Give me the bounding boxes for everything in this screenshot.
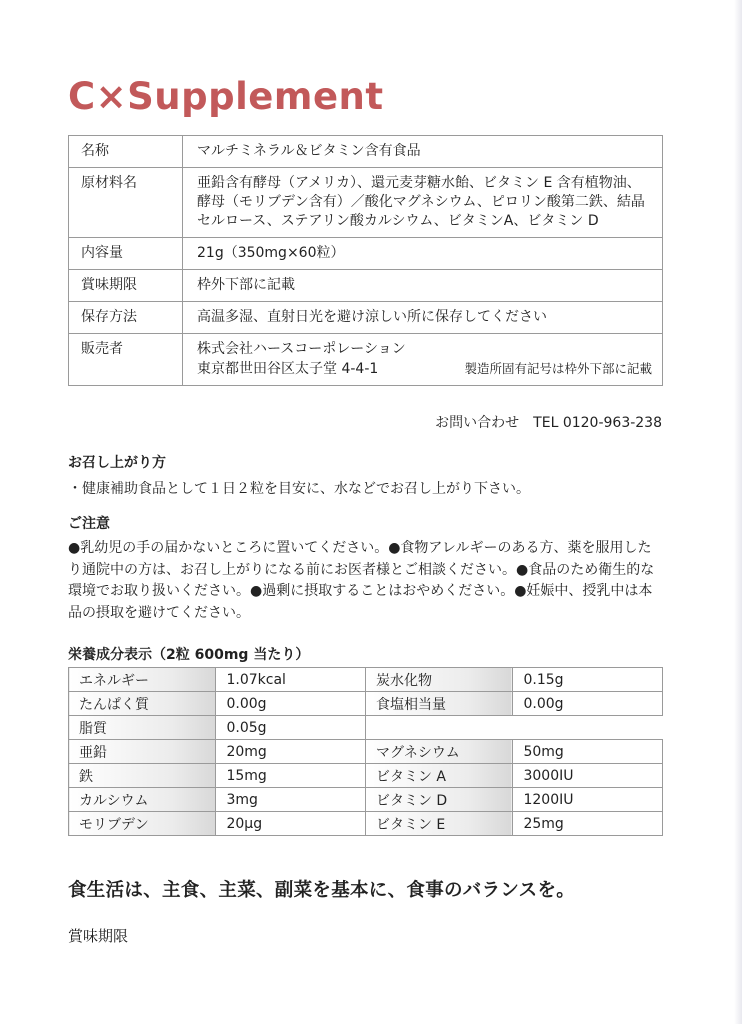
nutrient-label: 亜鉛 bbox=[69, 740, 216, 764]
spec-value-name: マルチミネラル＆ビタミン含有食品 bbox=[183, 136, 663, 168]
nutrient-value: 3000IU bbox=[513, 764, 663, 788]
spec-label-seller: 販売者 bbox=[69, 334, 183, 386]
table-row bbox=[69, 788, 663, 812]
diet-slogan: 食生活は、主食、主菜、副菜を基本に、食事のバランスを。 bbox=[68, 880, 576, 901]
seller-address-line bbox=[197, 359, 652, 379]
spec-row bbox=[69, 270, 663, 302]
nutrient-label: マグネシウム bbox=[365, 740, 512, 764]
usage-text: ・健康補助食品として１日２粒を目安に、水などでお召し上がり下さい。 bbox=[68, 481, 530, 497]
nutrient-value: 1200IU bbox=[513, 788, 663, 812]
table-row bbox=[69, 716, 663, 740]
nutrient-value: 50mg bbox=[513, 740, 663, 764]
spec-row bbox=[69, 334, 663, 386]
nutrient-value: 3mg bbox=[216, 788, 366, 812]
spec-label-expiry: 賞味期限 bbox=[69, 270, 183, 302]
brand-logo: C×Supplement bbox=[68, 75, 384, 118]
nutrient-value: 0.00g bbox=[513, 692, 663, 716]
spec-value-contents: 21g（350mg×60粒） bbox=[183, 238, 663, 270]
manufacturer-code-note: 製造所固有記号は枠外下部に記載 bbox=[464, 361, 652, 376]
nutrient-label: 鉄 bbox=[69, 764, 216, 788]
nutrient-value: 20μg bbox=[216, 812, 366, 836]
nutrient-label: 食塩相当量 bbox=[365, 692, 512, 716]
nutrient-label: ビタミン E bbox=[365, 812, 512, 836]
table-row bbox=[69, 692, 663, 716]
nutrient-label: たんぱく質 bbox=[69, 692, 216, 716]
spec-value-ingredients: 亜鉛含有酵母（アメリカ）、還元麦芽糖水飴、ビタミン E 含有植物油、酵母（モリブデン含有）／酸化マグネシウム、ピロリン酸第二鉄、結晶セルロース、ステアリン酸カルシウム、ビタミンA、ビタミン D bbox=[183, 168, 663, 238]
spec-label-contents: 内容量 bbox=[69, 238, 183, 270]
spec-value-seller bbox=[183, 334, 663, 386]
spec-label-ingredients: 原材料名 bbox=[69, 168, 183, 238]
page-edge-shadow bbox=[734, 0, 742, 1024]
seller-company: 株式会社ハースコーポレーション bbox=[197, 341, 406, 357]
table-row bbox=[69, 740, 663, 764]
contact-phone: お問い合わせ TEL 0120-963-238 bbox=[435, 415, 662, 431]
nutrient-label: ビタミン A bbox=[365, 764, 512, 788]
nutrient-label: ビタミン D bbox=[365, 788, 512, 812]
table-row bbox=[69, 764, 663, 788]
caution-text: ●乳幼児の手の届かないところに置いてください。●食物アレルギーのある方、薬を服用したり通院中の方は、お召し上がりになる前にお医者様とご相談ください。●食品のため衛生的な環境でお取り扱いください。●過剰に摂取することはおやめください。●妊娠中、授乳中は本品の摂取を避けてください。 bbox=[68, 540, 655, 621]
nutrient-label: 炭水化物 bbox=[365, 668, 512, 692]
nutrient-value: 15mg bbox=[216, 764, 366, 788]
spec-label-name: 名称 bbox=[69, 136, 183, 168]
nutrient-value: 0.15g bbox=[513, 668, 663, 692]
seller-address: 東京都世田谷区太子堂 4-4-1 bbox=[197, 361, 379, 377]
nutrition-heading: 栄養成分表示（2粒 600mg 当たり） bbox=[68, 647, 310, 663]
spec-row bbox=[69, 302, 663, 334]
spec-value-storage: 高温多湿、直射日光を避け涼しい所に保存してください bbox=[183, 302, 663, 334]
nutrient-label: 脂質 bbox=[69, 716, 216, 740]
empty-cell bbox=[365, 716, 662, 740]
best-before-label: 賞味期限 bbox=[68, 927, 129, 945]
spec-row bbox=[69, 238, 663, 270]
nutrient-value: 20mg bbox=[216, 740, 366, 764]
nutrition-table bbox=[68, 667, 663, 836]
nutrient-label: モリブデン bbox=[69, 812, 216, 836]
spec-label-storage: 保存方法 bbox=[69, 302, 183, 334]
nutrient-value: 25mg bbox=[513, 812, 663, 836]
caution-heading: ご注意 bbox=[68, 516, 110, 532]
usage-heading: お召し上がり方 bbox=[68, 455, 166, 471]
product-spec-table bbox=[68, 135, 663, 386]
nutrient-label: エネルギー bbox=[69, 668, 216, 692]
spec-value-expiry: 枠外下部に記載 bbox=[183, 270, 663, 302]
nutrient-label: カルシウム bbox=[69, 788, 216, 812]
table-row bbox=[69, 668, 663, 692]
spec-row bbox=[69, 168, 663, 238]
nutrient-value: 1.07kcal bbox=[216, 668, 366, 692]
spec-row bbox=[69, 136, 663, 168]
nutrient-value: 0.00g bbox=[216, 692, 366, 716]
nutrient-value: 0.05g bbox=[216, 716, 366, 740]
table-row bbox=[69, 812, 663, 836]
